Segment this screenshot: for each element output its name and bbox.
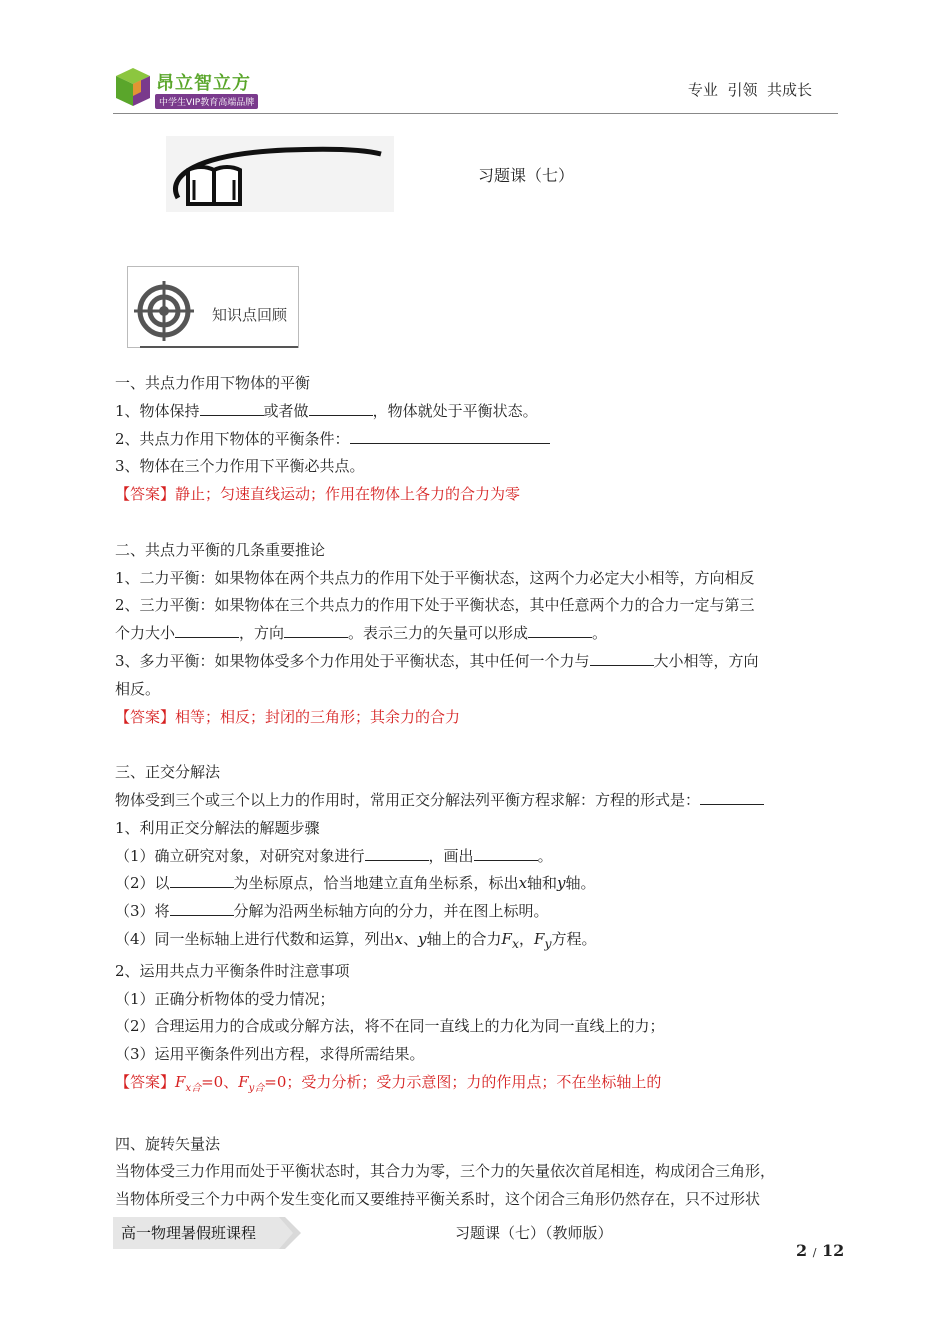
text: 方程。 — [551, 929, 597, 948]
target-icon — [134, 281, 194, 341]
text: ， — [519, 929, 535, 948]
fill-blank — [528, 623, 592, 638]
paragraph — [115, 398, 840, 426]
text: 1、物体保持 — [115, 401, 200, 420]
variable: x — [518, 874, 528, 893]
subheading: 1、利用正交分解法的解题步骤 — [115, 818, 320, 837]
paragraph — [115, 426, 840, 454]
fill-blank — [590, 651, 654, 666]
text: 、 — [403, 929, 419, 948]
paragraph — [115, 620, 840, 648]
subheading: 2、运用共点力平衡条件时注意事项 — [115, 961, 350, 980]
page-title: 习题课（七） — [478, 166, 575, 185]
text: （4）同一坐标轴上进行代数和运算，列出 — [115, 929, 395, 948]
fill-blank — [284, 623, 348, 638]
answer-line: 【答案】相等；相反；封闭的三角形；其余力的合力 — [115, 707, 461, 726]
text: 轴。 — [565, 874, 596, 893]
variable: y — [557, 874, 566, 893]
note-item: （1）正确分析物体的受力情况； — [115, 989, 335, 1008]
spacer — [115, 509, 840, 537]
spacer — [115, 1103, 840, 1131]
fill-blank — [175, 623, 239, 638]
text: ，画出 — [428, 846, 474, 865]
footer-course-name: 高一物理暑假班课程 — [121, 1224, 257, 1242]
open-book-icon — [166, 136, 394, 212]
variable: F — [175, 1072, 186, 1091]
text: 【答案】 — [115, 1072, 176, 1091]
fill-blank — [700, 790, 764, 805]
answer-line: 【答案】静止；匀速直线运动；作用在物体上各力的合力为零 — [115, 485, 521, 504]
variable: F — [238, 1072, 249, 1091]
page-body — [115, 370, 840, 1214]
page-number — [796, 1241, 844, 1260]
variable: F — [534, 929, 545, 948]
fill-blank — [170, 873, 234, 888]
text: 轴和 — [527, 874, 558, 893]
paragraph: 1、二力平衡：如果物体在两个共点力的作用下处于平衡状态，这两个力必定大小相等，方向相反 — [115, 568, 755, 587]
note-item: （3）运用平衡条件列出方程，求得所需结果。 — [115, 1045, 425, 1064]
header-divider — [113, 113, 838, 114]
brand-name: 昂立智立方 — [156, 73, 251, 94]
note-item: （2）合理运用力的合成或分解方法，将不在同一直线上的力化为同一直线上的力； — [115, 1017, 665, 1036]
variable: F — [501, 929, 512, 948]
footer-title: 习题课（七）（教师版） — [455, 1224, 613, 1242]
fill-blank — [474, 846, 538, 861]
section-heading: 四、旋转矢量法 — [115, 1134, 221, 1153]
step-item — [115, 870, 840, 898]
step-item — [115, 926, 840, 958]
page-separator: / — [812, 1246, 817, 1259]
text: 分解为沿两坐标轴方向的分力，并在图上标明。 — [233, 902, 549, 921]
paragraph: 2、三力平衡：如果物体在三个共点力的作用下处于平衡状态，其中任意两个力的合力一定与第三 — [115, 596, 755, 615]
brand-subtitle: 中学生VIP教育高端品牌 — [155, 94, 258, 109]
header-slogan: 专业 引领 共成长 — [687, 81, 812, 99]
text: ，方向 — [239, 624, 285, 643]
text: 2、共点力作用下物体的平衡条件： — [115, 429, 350, 448]
text: 3、多力平衡：如果物体受多个力作用处于平衡状态，其中任何一个力与 — [115, 651, 590, 670]
fill-blank — [170, 901, 234, 916]
knowledge-review-badge — [127, 266, 299, 348]
section-heading: 一、共点力作用下物体的平衡 — [115, 374, 311, 392]
text: （1）确立研究对象，对研究对象进行 — [115, 846, 365, 865]
text: 个力大小 — [115, 624, 176, 643]
text: 。 — [537, 846, 553, 865]
fill-blank — [200, 401, 264, 416]
section-heading: 三、正交分解法 — [115, 763, 221, 782]
text: （2）以 — [115, 874, 170, 893]
paragraph — [115, 787, 840, 815]
text: ，物体就处于平衡状态。 — [372, 401, 538, 420]
text: （3）将 — [115, 902, 170, 921]
step-item — [115, 843, 840, 871]
paragraph: 3、物体在三个力作用下平衡必共点。 — [115, 457, 365, 476]
review-label: 知识点回顾 — [212, 306, 288, 324]
subscript: y — [544, 935, 552, 951]
variable: x — [394, 929, 404, 948]
page-total: 12 — [822, 1241, 845, 1260]
text: 。表示三力的矢量可以形成 — [348, 624, 529, 643]
subscript: x合 — [185, 1082, 202, 1094]
text: 。 — [592, 624, 608, 643]
fill-blank — [309, 401, 373, 416]
fill-blank — [365, 846, 429, 861]
answer-line — [115, 1069, 840, 1103]
text: 或者做 — [263, 401, 309, 420]
text: =0；受力分析；受力示意图；力的作用点；不在坐标轴上的 — [264, 1072, 662, 1091]
page-current: 2 — [796, 1241, 808, 1260]
paragraph — [115, 648, 840, 676]
step-item — [115, 898, 840, 926]
section-heading: 二、共点力平衡的几条重要推论 — [115, 540, 326, 559]
text: 物体受到三个或三个以上力的作用时，常用正交分解法列平衡方程求解：方程的形式是： — [115, 790, 701, 809]
variable: y — [418, 929, 427, 948]
paragraph: 当物体所受三个力中两个发生变化而又要维持平衡关系时，这个闭合三角形仍然存在，只不过形状 — [115, 1190, 761, 1209]
subscript: x — [511, 935, 520, 951]
review-underline — [140, 346, 298, 348]
paragraph: 相反。 — [115, 679, 161, 698]
subscript: y合 — [248, 1082, 265, 1094]
paragraph: 当物体受三力作用而处于平衡状态时，其合力为零，三个力的矢量依次首尾相连，构成闭合三角形， — [115, 1162, 776, 1181]
text: 轴上的合力 — [426, 929, 502, 948]
text: 为坐标原点，恰当地建立直角坐标系，标出 — [233, 874, 519, 893]
spacer — [115, 731, 840, 759]
fill-blank — [350, 429, 550, 444]
text: 大小相等，方向 — [653, 651, 759, 670]
text: =0、 — [201, 1072, 239, 1091]
